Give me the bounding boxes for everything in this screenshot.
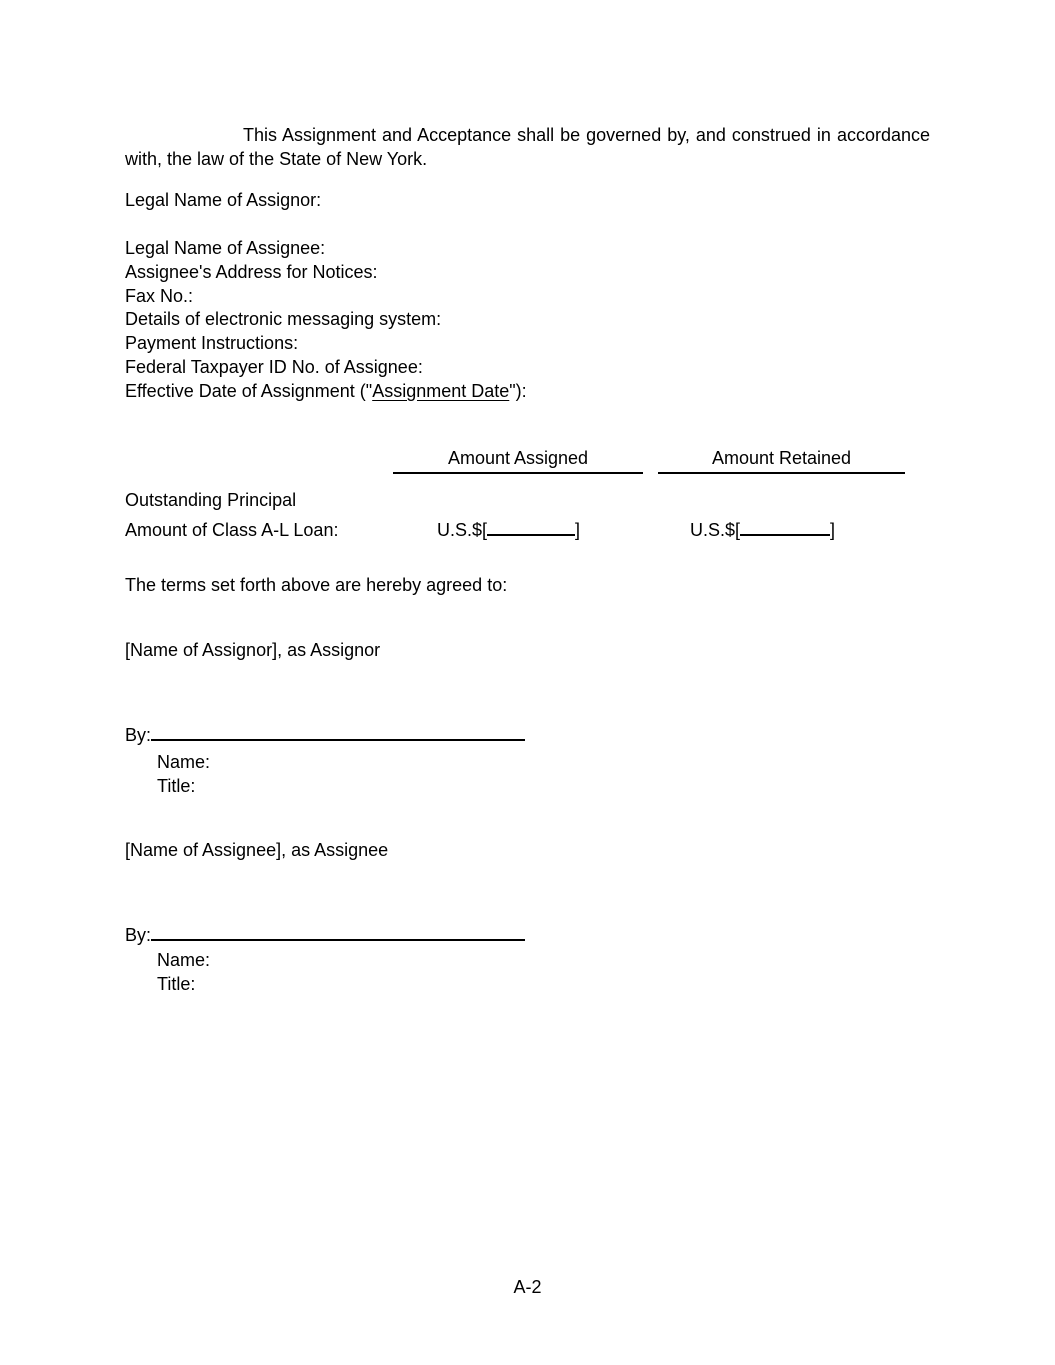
effective-date-prefix: Effective Date of Assignment (": [125, 380, 373, 401]
electronic-messaging-label: Details of electronic messaging system:: [125, 309, 442, 330]
federal-taxpayer-id-label: Federal Taxpayer ID No. of Assignee:: [125, 356, 423, 377]
by-label: By:: [125, 725, 152, 745]
assignee-address-label: Assignee's Address for Notices:: [125, 261, 378, 282]
payment-instructions-label: Payment Instructions:: [125, 333, 299, 354]
effective-date-line: [125, 380, 527, 404]
effective-date-suffix: "):: [509, 380, 527, 401]
amount-retained-blank: [740, 534, 830, 536]
assignee-fields-block: [125, 237, 527, 404]
fax-no-label: Fax No.:: [125, 285, 194, 306]
amount-retained-suffix: ]: [830, 520, 836, 540]
terms-agreed-line: The terms set forth above are hereby agreed to:: [125, 575, 508, 595]
assignee-title-field-label: Title:: [157, 974, 196, 994]
assignor-signature-line: [151, 739, 525, 741]
amount-retained-value: [690, 520, 835, 541]
class-al-loan-label: Amount of Class A-L Loan:: [125, 520, 339, 540]
assignor-name-field-label: Name:: [157, 752, 211, 772]
amount-assigned-header: Amount Assigned: [393, 447, 643, 474]
page-number: A-2: [513, 1277, 542, 1297]
amount-retained-prefix: U.S.$[: [690, 520, 741, 540]
signature-party-assignor: [Name of Assignor], as Assignor: [125, 640, 381, 660]
assignee-signature-line: [151, 939, 525, 941]
amount-assigned-prefix: U.S.$[: [437, 520, 488, 540]
by-label: By:: [125, 925, 152, 945]
assignee-name-label: Legal Name of Assignee:: [125, 238, 326, 258]
assignee-by-line: [125, 925, 525, 946]
amount-assigned-blank: [487, 534, 575, 536]
assignment-date-underlined-term: Assignment Date: [372, 380, 510, 401]
outstanding-principal-label: Outstanding Principal: [125, 490, 297, 510]
assignor-by-line: [125, 725, 525, 746]
governing-law-paragraph: This Assignment and Acceptance shall be governed by, and construed in accordance with, the law of the State of New York.: [125, 125, 930, 169]
amount-assigned-value: [437, 520, 580, 541]
amount-assigned-suffix: ]: [575, 520, 581, 540]
assignor-title-field-label: Title:: [157, 776, 196, 796]
assignor-name-label: Legal Name of Assignor:: [125, 190, 322, 210]
assignee-name-field-label: Name:: [157, 950, 211, 970]
signature-party-assignee: [Name of Assignee], as Assignee: [125, 840, 389, 860]
amount-retained-header: Amount Retained: [658, 447, 905, 474]
